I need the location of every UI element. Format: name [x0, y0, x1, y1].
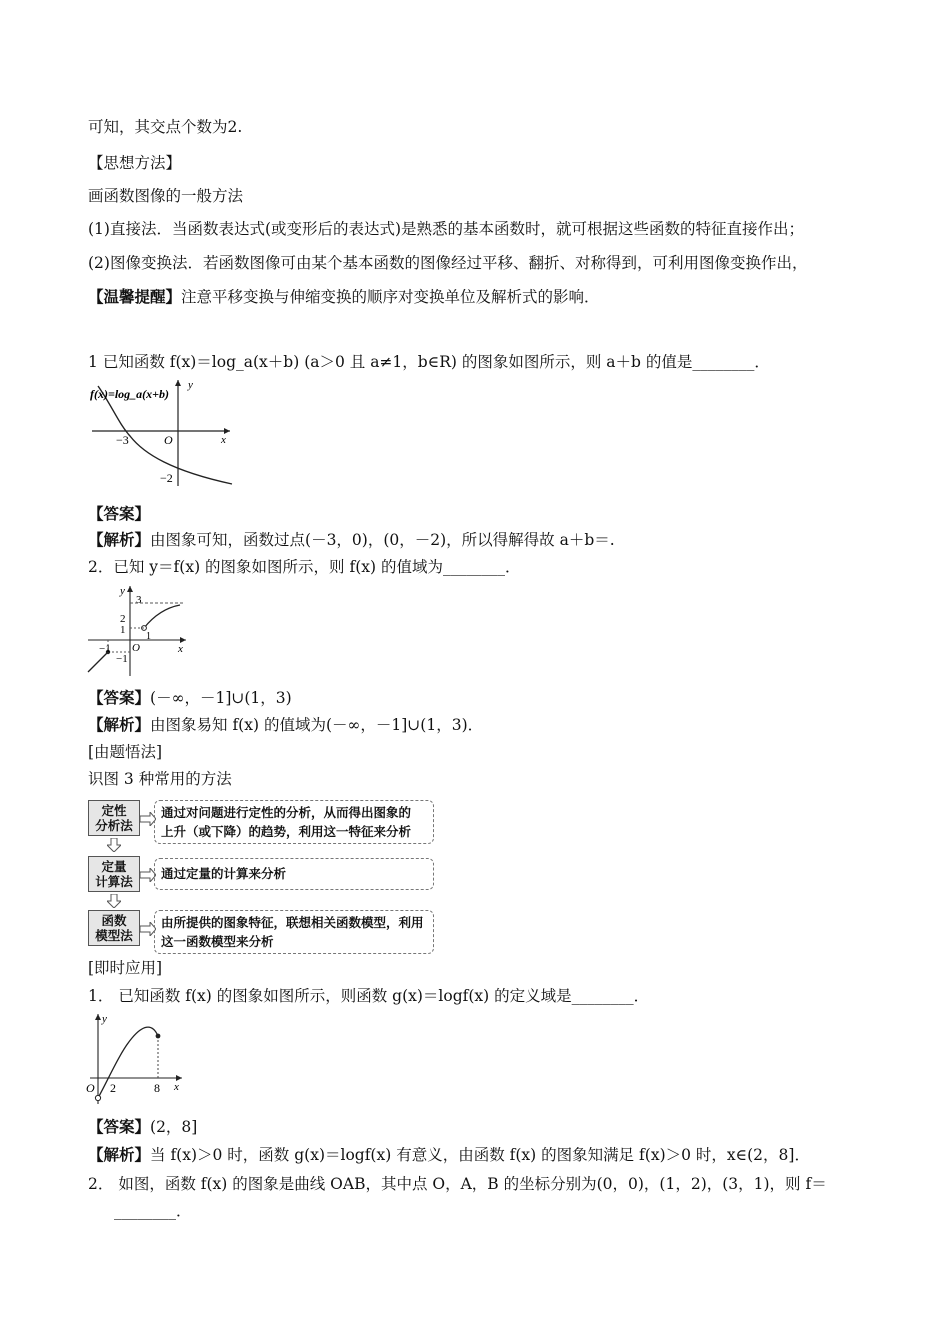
origin-label: O: [164, 433, 173, 447]
flow-desc-line1: 通过对问题进行定性的分析，从而得出图象的: [161, 805, 412, 820]
flow-name-line1: 定性: [101, 803, 127, 818]
tick-x-neg1: −1: [99, 643, 111, 655]
answer-text: (2，8]: [150, 1118, 198, 1136]
method-item-1: (1)直接法．当函数表达式(或变形后的表达式)是熟悉的基本函数时，就可根据这些函数的特征直接作出；: [88, 220, 805, 238]
flow-desc-quantitative: [154, 858, 434, 890]
y-axis-label: y: [102, 1013, 107, 1025]
problem-1-analysis: [88, 529, 615, 551]
problem-2-stem: [88, 556, 521, 578]
x-axis-label: x: [221, 434, 226, 446]
tick-y-neg1: −1: [116, 653, 128, 665]
flow-box-model: [88, 910, 140, 946]
answer-label: 【答案】: [88, 504, 151, 523]
tip-text: 注意平移变换与伸缩变换的顺序对变换单位及解析式的影响．: [181, 288, 600, 306]
flow-box-qualitative: [88, 800, 140, 836]
problem-number: 2．: [88, 1175, 114, 1193]
log-function-graph: [84, 376, 234, 488]
tick-x8: 8: [154, 1081, 160, 1095]
problem-text: 已知函数 f(x) 的图象如图所示，则函数 g(x)＝logf(x) 的定义域是________．: [118, 987, 650, 1005]
problem-text: 如图，函数 f(x) 的图象是曲线 OAB，其中点 O，A，B 的坐标分别为(0，0)，(1，2)，(3，1)，则 f＝: [118, 1175, 827, 1193]
problem-number: 2．: [88, 558, 114, 576]
tick-neg3: −3: [116, 433, 129, 447]
y-axis-label: y: [120, 585, 125, 597]
tick-y1: 1: [120, 624, 126, 636]
piecewise-graph: [86, 582, 190, 678]
solid-dot: [156, 1034, 161, 1039]
left-ray: [88, 652, 108, 672]
flow-name-line2: 模型法: [95, 928, 133, 943]
apply-problem-2-blank: ________．: [114, 1202, 192, 1220]
apply-problem-2-stem: [88, 1173, 827, 1195]
tick-y2: 2: [120, 613, 126, 625]
lesson-title: 识图 3 种常用的方法: [88, 770, 232, 788]
problem-text: 已知 y＝f(x) 的图象如图所示，则 f(x) 的值域为________．: [113, 558, 521, 576]
analysis-text: 当 f(x)＞0 时，函数 g(x)＝logf(x) 有意义，由函数 f(x) 的图象知满足 f(x)＞0 时，x∈(2，8]．: [150, 1146, 810, 1164]
y-arrow-icon: [95, 1014, 101, 1020]
origin-label: O: [132, 642, 140, 654]
flow-box-quantitative: [88, 856, 140, 892]
problem-2-answer: [88, 687, 292, 709]
analysis-label: 【解析】: [88, 1145, 151, 1164]
apply-1-analysis: [88, 1144, 810, 1166]
flow-arrow-down-icon: [107, 838, 121, 852]
warm-tip: [88, 286, 600, 308]
tip-label: 【温馨提醒】: [88, 287, 182, 306]
problem-1-answer: [88, 503, 150, 525]
flow-name-line1: 定量: [101, 859, 127, 874]
lesson-tag: [由题悟法]: [88, 743, 163, 761]
flow-desc-model: [154, 910, 434, 954]
origin-label: O: [86, 1081, 95, 1095]
x-axis-label: x: [178, 643, 183, 655]
problem-text: 已知函数 f(x)＝log_a(x＋b) (a＞0 且 a≠1，b∈R) 的图象如图所示，则 a＋b 的值是________．: [102, 353, 770, 371]
problem-1-stem: [88, 351, 770, 373]
tick-x2: 2: [110, 1081, 116, 1095]
analysis-label: 【解析】: [88, 530, 151, 549]
y-arrow-icon: [127, 586, 133, 592]
right-curve: [144, 605, 180, 628]
apply-problem-1-stem: [88, 985, 649, 1007]
analysis-text: 由图象易知 f(x) 的值域为(－∞，－1]∪(1，3)．: [150, 716, 484, 734]
apply-tag: [即时应用]: [88, 959, 163, 977]
y-axis-label: y: [188, 379, 193, 391]
problem-number: 1: [88, 353, 98, 371]
method-heading: 【思想方法】: [88, 154, 182, 172]
graph-func-label: f(x)=log_a(x+b): [90, 387, 169, 401]
tick-neg2: −2: [160, 471, 173, 485]
flow-name-line2: 分析法: [95, 818, 133, 833]
x-axis-label: x: [174, 1081, 179, 1093]
open-dot: [95, 1095, 100, 1100]
method-item-2: (2)图像变换法．若函数图像可由某个基本函数的图像经过平移、翻折、对称得到，可利用图像变换作出，: [88, 254, 808, 272]
flow-desc-qualitative: [154, 800, 434, 844]
answer-label: 【答案】: [88, 1117, 151, 1136]
domain-graph: [84, 1010, 188, 1106]
method-subtitle: 画函数图像的一般方法: [88, 187, 244, 205]
flow-desc-line2: 这一函数模型来分析: [161, 934, 274, 949]
flow-name-line1: 函数: [101, 913, 127, 928]
tick-point1: 1: [146, 631, 151, 642]
analysis-text: 由图象可知，函数过点(－3，0)，(0，－2)，所以得解得故 a＋b＝.: [150, 531, 615, 549]
answer-label: 【答案】: [88, 688, 151, 707]
f-curve: [98, 1027, 158, 1098]
problem-2-analysis: [88, 714, 483, 736]
method-flow-diagram: [88, 800, 468, 952]
answer-text: (－∞，－1]∪(1，3): [150, 689, 292, 707]
apply-1-answer: [88, 1116, 197, 1138]
tick-y3: 3: [136, 594, 142, 606]
flow-desc-line2: 上升（或下降）的趋势，利用这一特征来分析: [161, 824, 412, 839]
analysis-label: 【解析】: [88, 715, 151, 734]
flow-arrow-down-icon: [107, 894, 121, 908]
flow-desc-line1: 通过定量的计算来分析: [161, 866, 287, 881]
flow-name-line2: 计算法: [95, 874, 133, 889]
problem-number: 1．: [88, 987, 114, 1005]
flow-desc-line1: 由所提供的图象特征，联想相关函数模型，利用: [161, 915, 424, 930]
y-arrow-icon: [175, 380, 181, 386]
intro-line: 可知，其交点个数为2.: [88, 118, 243, 136]
